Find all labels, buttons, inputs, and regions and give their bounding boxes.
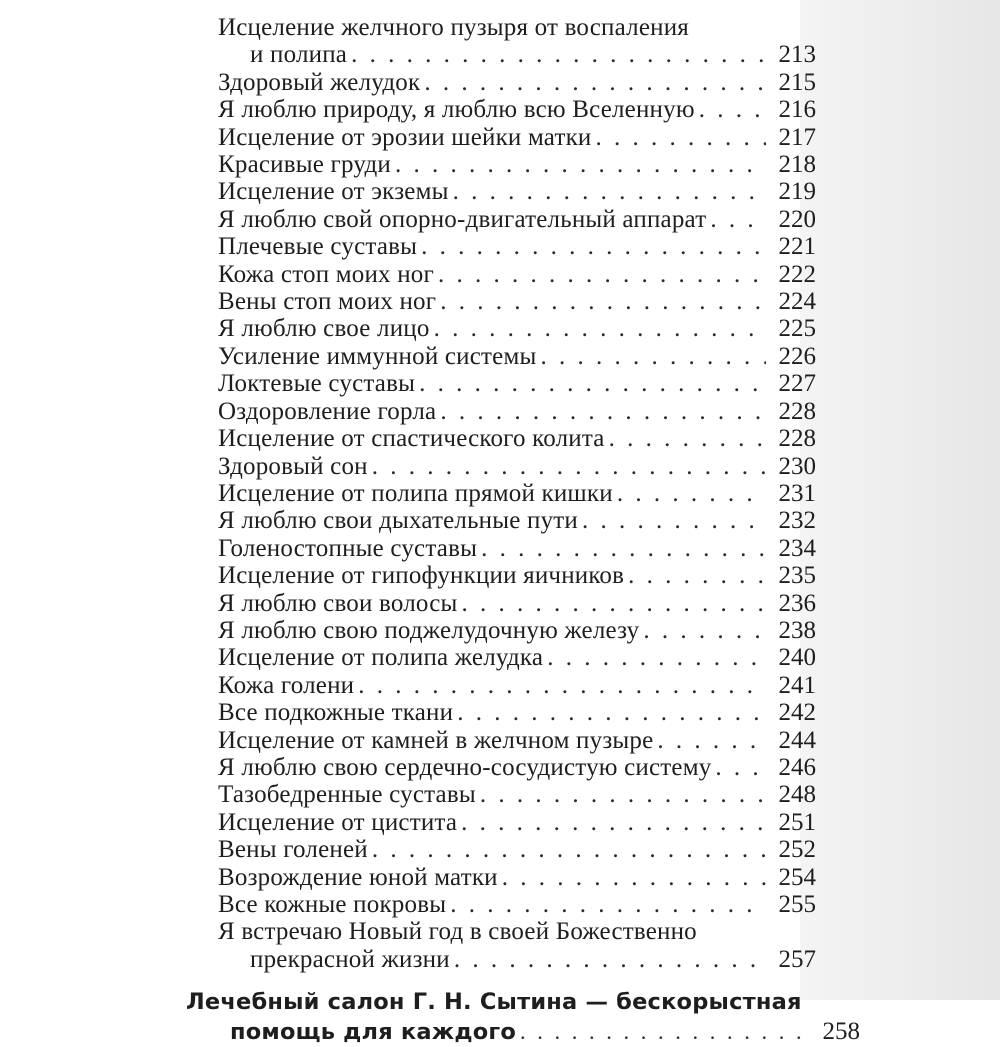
dot-leader: [710, 206, 766, 233]
toc-entry-page: 219: [778, 178, 816, 206]
toc-entry: [186, 261, 816, 288]
dot-leader: [440, 288, 766, 315]
dot-leader: [421, 233, 766, 260]
dot-leader: [372, 453, 766, 480]
toc-entry: [186, 672, 816, 699]
toc-entry-page: 215: [778, 68, 816, 96]
toc-entry-page: 251: [778, 808, 816, 836]
dot-leader: [434, 315, 766, 342]
toc-entry-page: 246: [778, 753, 816, 781]
dot-leader: [596, 124, 766, 151]
toc-entry-title: Все кожные покровы: [218, 891, 447, 918]
dot-leader: [454, 946, 766, 973]
toc-entry-page: 238: [778, 616, 816, 644]
toc-entry: [186, 918, 816, 973]
toc-entry-title: Я люблю свои волосы: [218, 589, 458, 617]
toc-entry: [186, 644, 816, 671]
dot-leader: [540, 343, 766, 370]
toc-entry: [186, 315, 816, 342]
dot-leader: [450, 891, 766, 918]
toc-entry-title: Все подкожные ткани: [218, 699, 454, 727]
toc-entry: [186, 864, 816, 891]
toc-entry: [186, 809, 816, 836]
dot-leader: [395, 151, 766, 178]
section-page: 258: [822, 1018, 860, 1046]
toc-entry-page: 220: [778, 205, 816, 233]
dot-leader: [438, 261, 766, 288]
dot-leader: [461, 809, 766, 836]
toc-entry-page: 234: [778, 534, 816, 562]
dot-leader: [481, 535, 766, 562]
toc-entry-page: 254: [778, 863, 816, 891]
toc-entry-title: Я люблю природу, я люблю всю Вселенную: [218, 96, 695, 124]
toc-entry-page: 228: [778, 397, 816, 425]
toc-entry-title: Исцеление от гипофункции яичников: [218, 562, 625, 590]
dot-leader: [657, 727, 766, 754]
table-of-contents: [186, 14, 860, 1047]
toc-entry-title: Я люблю свою сердечно-сосудистую систему: [218, 753, 712, 781]
toc-entry-title: Я люблю свои дыхательные пути: [218, 507, 578, 535]
toc-entry: [186, 233, 816, 260]
toc-entry-page: 216: [778, 96, 816, 124]
toc-entry-page: 226: [778, 342, 816, 370]
toc-entry-page: 236: [778, 589, 816, 617]
toc-entry-page: 231: [778, 479, 816, 507]
toc-entry: [186, 562, 816, 589]
toc-entry-page: 248: [778, 781, 816, 809]
toc-entry-page: 224: [778, 288, 816, 316]
toc-entry-page: 225: [778, 315, 816, 343]
toc-entry-page: 252: [778, 836, 816, 864]
toc-entry-title: Я люблю свой опорно-двигательный аппарат: [218, 205, 707, 233]
toc-entry: [186, 507, 816, 534]
toc-entry-title-continued: прекрасной жизни: [250, 945, 450, 973]
toc-entry-title-continued: и полипа: [250, 41, 348, 69]
toc-entry-title: Локтевые суставы: [218, 370, 416, 398]
dot-leader: [643, 617, 766, 644]
toc-entry-title: Исцеление от полипа желудка: [218, 644, 544, 672]
toc-entry-title: Вены голеней: [218, 836, 368, 864]
toc-entry-page: 257: [778, 945, 816, 973]
toc-entry-page: 235: [778, 562, 816, 590]
dot-leader: [358, 672, 766, 699]
dot-leader: [480, 781, 766, 808]
toc-entry: [186, 288, 816, 315]
facing-page-bleed: [800, 0, 1000, 1000]
toc-entry-page: 240: [778, 644, 816, 672]
toc-entry: [186, 151, 816, 178]
toc-entry: [186, 699, 816, 726]
toc-entry-page: 228: [778, 425, 816, 453]
toc-entry: [186, 96, 816, 123]
toc-entry-title: Кожа голени: [218, 671, 355, 699]
toc-entry-title: Плечевые суставы: [218, 233, 418, 261]
toc-entry-title: Вены стоп моих ног: [218, 288, 437, 316]
toc-entry-title: Усиление иммунной системы: [218, 342, 537, 370]
dot-leader: [351, 41, 766, 68]
dot-leader: [617, 480, 766, 507]
dot-leader: [547, 644, 766, 671]
dot-leader: [520, 1017, 810, 1047]
toc-entry-page: 217: [778, 123, 816, 151]
toc-entry-title: Красивые груди: [218, 151, 391, 179]
toc-entry-page: 218: [778, 151, 816, 179]
toc-entry: [186, 370, 816, 397]
toc-entry: [186, 398, 816, 425]
toc-entry: [186, 590, 816, 617]
toc-entry-page: 230: [778, 452, 816, 480]
toc-entry-title: Возрождение юной матки: [218, 863, 498, 891]
toc-entry-title: Я встречаю Новый год в своей Божественно: [218, 918, 697, 946]
toc-entry-page: 227: [778, 370, 816, 398]
toc-entry: [186, 781, 816, 808]
toc-entry-title: Исцеление от полипа прямой кишки: [218, 479, 613, 507]
toc-entry: [186, 727, 816, 754]
toc-entry: [186, 891, 816, 918]
toc-entry-page: 241: [778, 671, 816, 699]
toc-entry: [186, 535, 816, 562]
toc-entry-title: Я люблю свою поджелудочную железу: [218, 616, 640, 644]
toc-entry-title: Исцеление от экземы: [218, 178, 449, 206]
dot-leader: [715, 754, 766, 781]
toc-entry: [186, 425, 816, 452]
section-title: Лечебный салон Г. Н. Сытина — бескорыстная: [186, 989, 802, 1016]
toc-entry-page: 222: [778, 260, 816, 288]
toc-entry-title: Исцеление от камней в желчном пузыре: [218, 726, 654, 754]
toc-entry-title: Голеностопные суставы: [218, 534, 478, 562]
toc-entry-title: Исцеление от цистита: [218, 808, 458, 836]
toc-entry: [186, 343, 816, 370]
toc-entry-page: 221: [778, 233, 816, 261]
dot-leader: [582, 507, 766, 534]
toc-entry: [186, 14, 816, 69]
toc-entry: [186, 836, 816, 863]
dot-leader: [457, 699, 766, 726]
toc-entry-title: Тазобедренные суставы: [218, 781, 476, 809]
toc-entry-title: Исцеление желчного пузыря от воспаления: [218, 14, 689, 41]
dot-leader: [502, 864, 766, 891]
toc-entry-page: 255: [778, 891, 816, 918]
dot-leader: [424, 69, 766, 96]
dot-leader: [440, 398, 766, 425]
toc-entry-page: 244: [778, 726, 816, 754]
toc-entry: [186, 617, 816, 644]
toc-entry-page: 213: [778, 41, 816, 69]
toc-entry: [186, 69, 816, 96]
section-title-continued: помощь для каждого: [230, 1019, 517, 1046]
dot-leader: [628, 562, 766, 589]
toc-entry-page: 242: [778, 699, 816, 727]
toc-entry: [186, 124, 816, 151]
toc-entry: [186, 206, 816, 233]
dot-leader: [609, 425, 766, 452]
toc-section-heading: [186, 987, 860, 1047]
toc-entry: [186, 754, 816, 781]
toc-entry-title: Исцеление от спастического колита: [218, 425, 605, 453]
dot-leader: [699, 96, 766, 123]
dot-leader: [419, 370, 766, 397]
toc-entry-title: Здоровый сон: [218, 452, 368, 480]
toc-entry: [186, 453, 816, 480]
dot-leader: [462, 590, 766, 617]
dot-leader: [372, 836, 766, 863]
toc-entry-title: Оздоровление горла: [218, 397, 437, 425]
dot-leader: [453, 178, 766, 205]
toc-entry-title: Я люблю свое лицо: [218, 315, 430, 343]
toc-entry-title: Исцеление от эрозии шейки матки: [218, 123, 592, 151]
toc-entry: [186, 480, 816, 507]
toc-entry-title: Кожа стоп моих ног: [218, 260, 434, 288]
toc-entry-title: Здоровый желудок: [218, 68, 421, 96]
toc-entry-page: 232: [778, 507, 816, 535]
toc-entry: [186, 178, 816, 205]
